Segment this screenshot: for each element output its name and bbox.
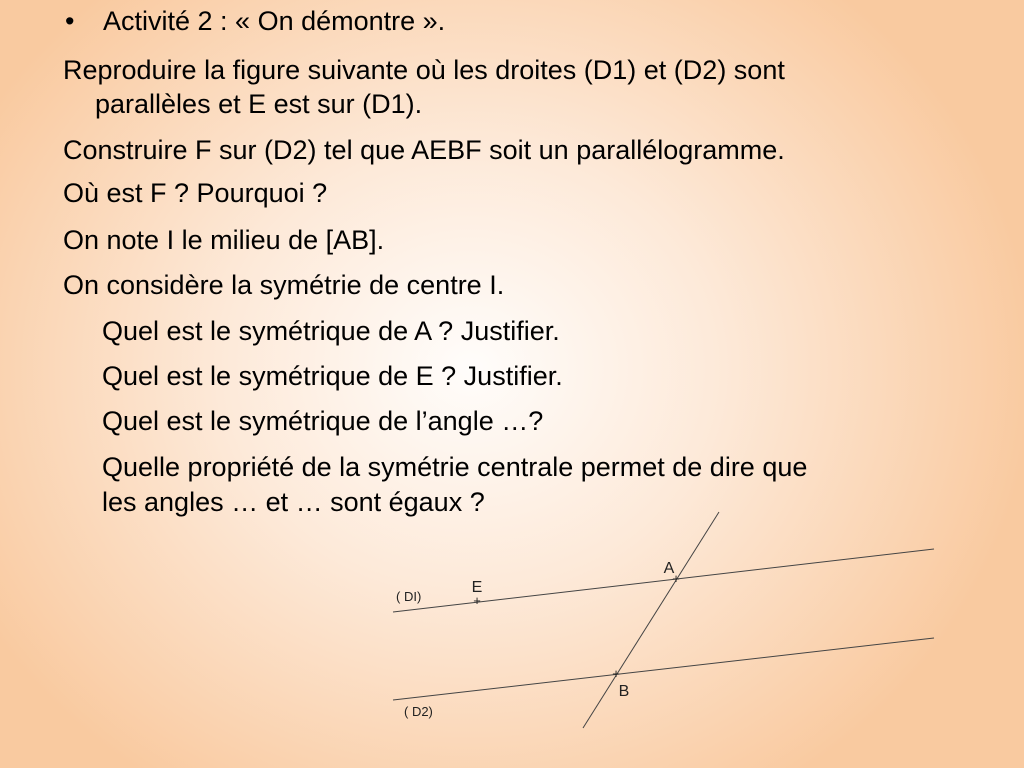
point-e-marker: + bbox=[473, 593, 481, 608]
question-property-line-1: Quelle propriété de la symétrie centrale permet de dire que bbox=[102, 452, 808, 482]
activity-title-text: Activité 2 : « On démontre ». bbox=[103, 6, 446, 36]
question-property-line-2: les angles … et … sont égaux ? bbox=[102, 487, 485, 517]
line-d2-label: ( D2) bbox=[404, 704, 433, 719]
question-symmetric-a: Quel est le symétrique de A ? Justifier. bbox=[102, 316, 560, 346]
line-d1-label: ( DI) bbox=[396, 589, 422, 604]
line-d2 bbox=[393, 638, 934, 700]
point-b-label: B bbox=[618, 683, 630, 700]
instruction-line-1: Reproduire la figure suivante où les droites (D1) et (D2) sont bbox=[63, 55, 785, 85]
line-ab bbox=[583, 512, 719, 728]
instruction-construct: Construire F sur (D2) tel que AEBF soit un parallélogramme. bbox=[63, 135, 785, 165]
instruction-line-2: parallèles et E est sur (D1). bbox=[95, 89, 423, 119]
question-symmetric-e: Quel est le symétrique de E ? Justifier. bbox=[102, 361, 563, 391]
point-e-label: E bbox=[471, 579, 483, 596]
point-a-marker: + bbox=[672, 571, 680, 586]
point-a-label: A bbox=[663, 560, 675, 577]
point-b-marker: + bbox=[612, 666, 620, 681]
bullet-marker: • bbox=[65, 6, 75, 36]
question-where-f: Où est F ? Pourquoi ? bbox=[63, 178, 328, 208]
symmetry-statement: On considère la symétrie de centre I. bbox=[63, 270, 505, 300]
note-midpoint: On note I le milieu de [AB]. bbox=[63, 225, 385, 255]
question-symmetric-angle: Quel est le symétrique de l’angle …? bbox=[102, 406, 544, 436]
